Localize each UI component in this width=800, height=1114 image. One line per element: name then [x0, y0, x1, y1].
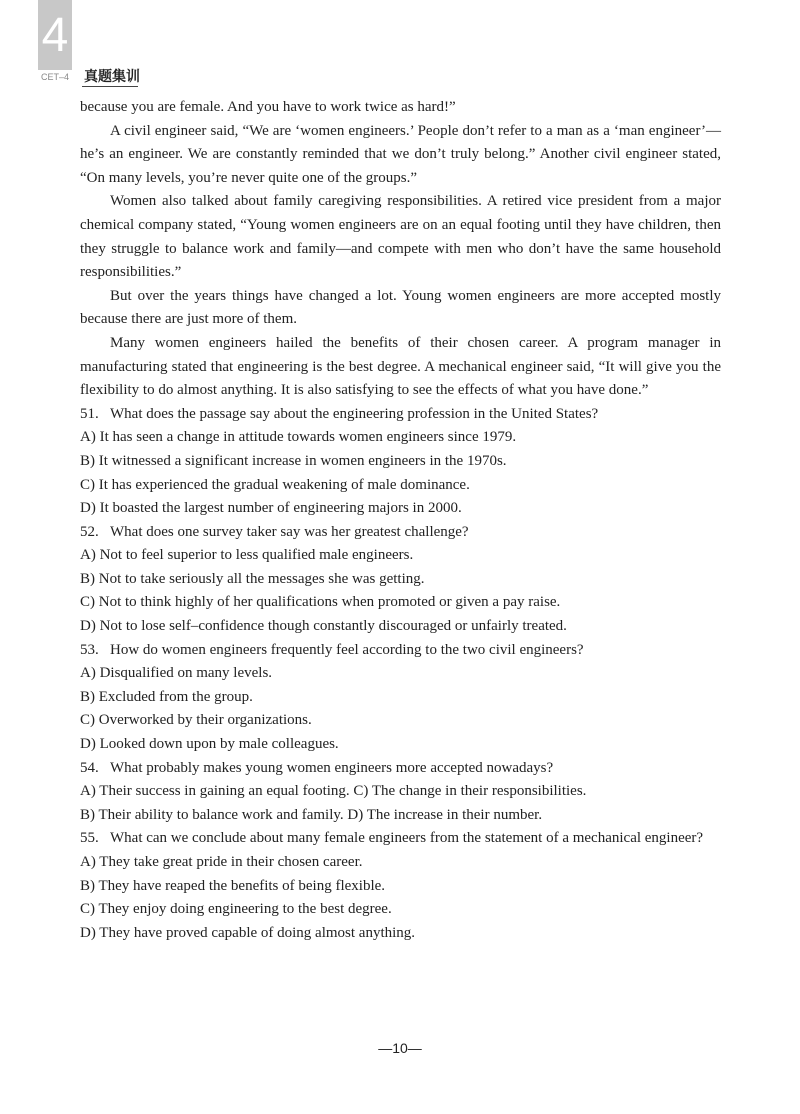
chapter-number: 4: [41, 9, 69, 62]
option-b: B) Not to take seriously all the messages she was getting.: [80, 570, 425, 587]
option-c: C) They enjoy doing engineering to the best degree.: [80, 901, 392, 918]
question-text: What does one survey taker say was her greatest challenge?: [110, 523, 469, 540]
question-number: 53.: [80, 641, 99, 658]
page-header: [38, 0, 148, 90]
option-a: A) Disqualified on many levels.: [80, 665, 273, 682]
passage-paragraph-1: because you are female. And you have to work twice as hard!”: [80, 99, 456, 115]
passage-paragraph-2: A civil engineer said, “We are ‘women engineers.’ People don’t refer to a man as a ‘man engineer’—he’s an engineer. We are constantly reminded that we don’t truly belong.” Another civil engineer stated, “On many levels, you’re never quite one of the groups.”: [80, 122, 721, 186]
option-a: A) They take great pride in their chosen career.: [80, 854, 363, 870]
question-number: 54.: [80, 759, 99, 776]
question-55: [80, 827, 721, 945]
option-c: C) Overworked by their organizations.: [80, 712, 312, 729]
option-a: A) It has seen a change in attitude towards women engineers since 1979.: [80, 429, 517, 446]
question-number: 55.: [80, 830, 99, 847]
option-d: D) It boasted the largest number of engineering majors in 2000.: [80, 500, 462, 517]
question-51: [80, 403, 721, 521]
question-text: What can we conclude about many female engineers from the statement of a mechanical engineer?: [110, 830, 704, 847]
exam-level: CET–4: [40, 72, 69, 82]
option-b-d: B) Their ability to balance work and family. D) The increase in their number.: [80, 806, 543, 823]
passage-paragraph-5: Many women engineers hailed the benefits of their chosen career. A program manager in manufacturing stated that engineering is the best degree. A mechanical engineer said, “It will give you the flexibility to do almost anything. It is also satisfying to see the effects of what you have done.”: [80, 334, 721, 399]
option-a-c: A) Their success in gaining an equal footing. C) The change in their responsibilities.: [80, 783, 587, 800]
option-a: A) Not to feel superior to less qualified male engineers.: [80, 547, 414, 564]
question-53: [80, 639, 721, 757]
option-c: C) Not to think highly of her qualifications when promoted or given a pay raise.: [80, 594, 561, 611]
page-content: [80, 96, 721, 945]
section-title: 真题集训: [84, 69, 140, 85]
question-number: 52.: [80, 523, 99, 540]
option-b: B) They have reaped the benefits of being flexible.: [80, 877, 386, 894]
question-text: How do women engineers frequently feel according to the two civil engineers?: [110, 641, 584, 658]
option-d: D) They have proved capable of doing almost anything.: [80, 924, 416, 941]
question-text: What probably makes young women engineers more accepted nowadays?: [110, 759, 554, 776]
section-underline: [82, 86, 138, 87]
question-54: [80, 757, 721, 828]
option-b: B) Excluded from the group.: [80, 688, 253, 705]
page-number: —10—: [378, 1040, 422, 1056]
passage-paragraph-3: Women also talked about family caregiving responsibilities. A retired vice president from a major chemical company stated, “Young women engineers are on an equal footing until they have children, then they struggle to balance work and family—and compete with men who don’t have the same household responsibilities.”: [80, 193, 721, 281]
question-text: What does the passage say about the engineering profession in the United States?: [110, 405, 599, 422]
option-c: C) It has experienced the gradual weakening of male dominance.: [80, 476, 470, 493]
option-b: B) It witnessed a significant increase in women engineers in the 1970s.: [80, 452, 507, 469]
option-d: D) Not to lose self–confidence though constantly discouraged or unfairly treated.: [80, 618, 567, 635]
passage-paragraph-4: But over the years things have changed a lot. Young women engineers are more accepted mostly because there are just more of them.: [80, 287, 721, 328]
question-number: 51.: [80, 405, 99, 422]
option-d: D) Looked down upon by male colleagues.: [80, 736, 339, 753]
question-52: [80, 521, 721, 639]
chapter-tab: [38, 0, 72, 70]
